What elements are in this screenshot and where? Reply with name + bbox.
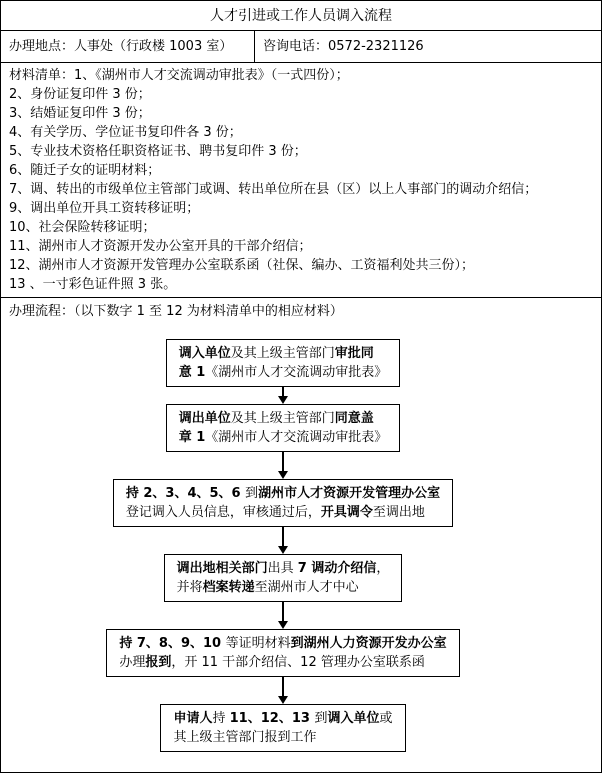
materials-line: 材料清单：1、《湖州市人才交流调动审批表》（一式四份）；	[9, 68, 349, 83]
materials-line: 11、湖州市人才资源开发办公室开具的干部介绍信；	[9, 239, 312, 254]
flow-step-line: 意 1《湖州市人才交流调动审批表》	[178, 365, 388, 380]
process-header: 办理流程：（以下数字 1 至 12 为材料清单中的相应材料）	[9, 304, 343, 319]
phone-cell: 咨询电话：0572-2321126	[263, 39, 424, 54]
location-cell: 办理地点：人事处（行政楼 1003 室）	[1, 31, 255, 62]
flow-step-box	[106, 629, 459, 677]
arrow-line	[282, 677, 284, 696]
flow-step-box	[160, 704, 405, 752]
arrow-head	[278, 471, 288, 479]
materials-list	[1, 63, 601, 298]
arrow-line	[282, 602, 284, 621]
arrow-down-icon	[278, 387, 288, 404]
flow-step-line: 持 2、3、4、5、6 到湖州市人才资源开发管理办公室	[125, 486, 441, 501]
arrow-down-icon	[278, 677, 288, 704]
flow-step-line: 并将档案转递至湖州市人才中心	[176, 580, 359, 595]
flow-step-line: 持 7、8、9、10 等证明材料到湖州人力资源开发办公室	[119, 636, 447, 651]
flow-step-line: 登记调入人员信息，审核通过后，开具调令至调出地	[125, 505, 425, 520]
materials-line: 10、社会保险转移证明；	[9, 220, 156, 235]
arrow-head	[278, 396, 288, 404]
arrow-head	[278, 696, 288, 704]
page-title: 人才引进或工作人员调入流程	[1, 1, 601, 31]
materials-line: 3、结婚证复印件 3 份；	[9, 106, 151, 121]
arrow-line	[282, 387, 284, 396]
materials-line: 5、专业技术资格任职资格证书、聘书复印件 3 份；	[9, 144, 307, 159]
flow-step-line: 调入单位及其上级主管部门审批同	[178, 346, 374, 361]
flow-step-box	[166, 339, 401, 387]
materials-line: 6、随迁子女的证明材料；	[9, 163, 161, 178]
flow-step-box	[164, 554, 403, 602]
flow-step-line: 章 1《湖州市人才交流调动审批表》	[178, 430, 388, 445]
arrow-down-icon	[278, 527, 288, 554]
info-row	[1, 31, 601, 63]
flowchart	[1, 339, 565, 752]
flow-step-box	[113, 479, 453, 527]
arrow-down-icon	[278, 602, 288, 629]
arrow-line	[282, 452, 284, 471]
arrow-head	[278, 546, 288, 554]
flow-step-line: 办理报到，开 11 干部介绍信、12 管理办公室联系函	[119, 655, 425, 670]
process-section	[1, 298, 601, 772]
materials-line: 13 、一寸彩色证件照 3 张。	[9, 277, 177, 292]
arrow-head	[278, 621, 288, 629]
flow-step-line: 申请人持 11、12、13 到调入单位或	[173, 711, 393, 726]
arrow-line	[282, 527, 284, 546]
flow-step-box	[166, 404, 401, 452]
materials-line: 12、湖州市人才资源开发管理办公室联系函（社保、编办、工资福利处共三份）；	[9, 258, 475, 273]
flow-step-line: 调出单位及其上级主管部门同意盖	[178, 411, 374, 426]
materials-line: 4、有关学历、学位证书复印件各 3 份；	[9, 125, 242, 140]
materials-line: 7、调、转出的市级单位主管部门或调、转出单位所在县（区）以上人事部门的调动介绍信；	[9, 182, 538, 197]
materials-line: 9、调出单位开具工资转移证明；	[9, 201, 200, 216]
materials-line: 2、身份证复印件 3 份；	[9, 87, 151, 102]
flow-step-line: 调出地相关部门出具 7 调动介绍信，	[176, 561, 390, 576]
flow-step-line: 其上级主管部门报到工作	[173, 730, 317, 745]
arrow-down-icon	[278, 452, 288, 479]
